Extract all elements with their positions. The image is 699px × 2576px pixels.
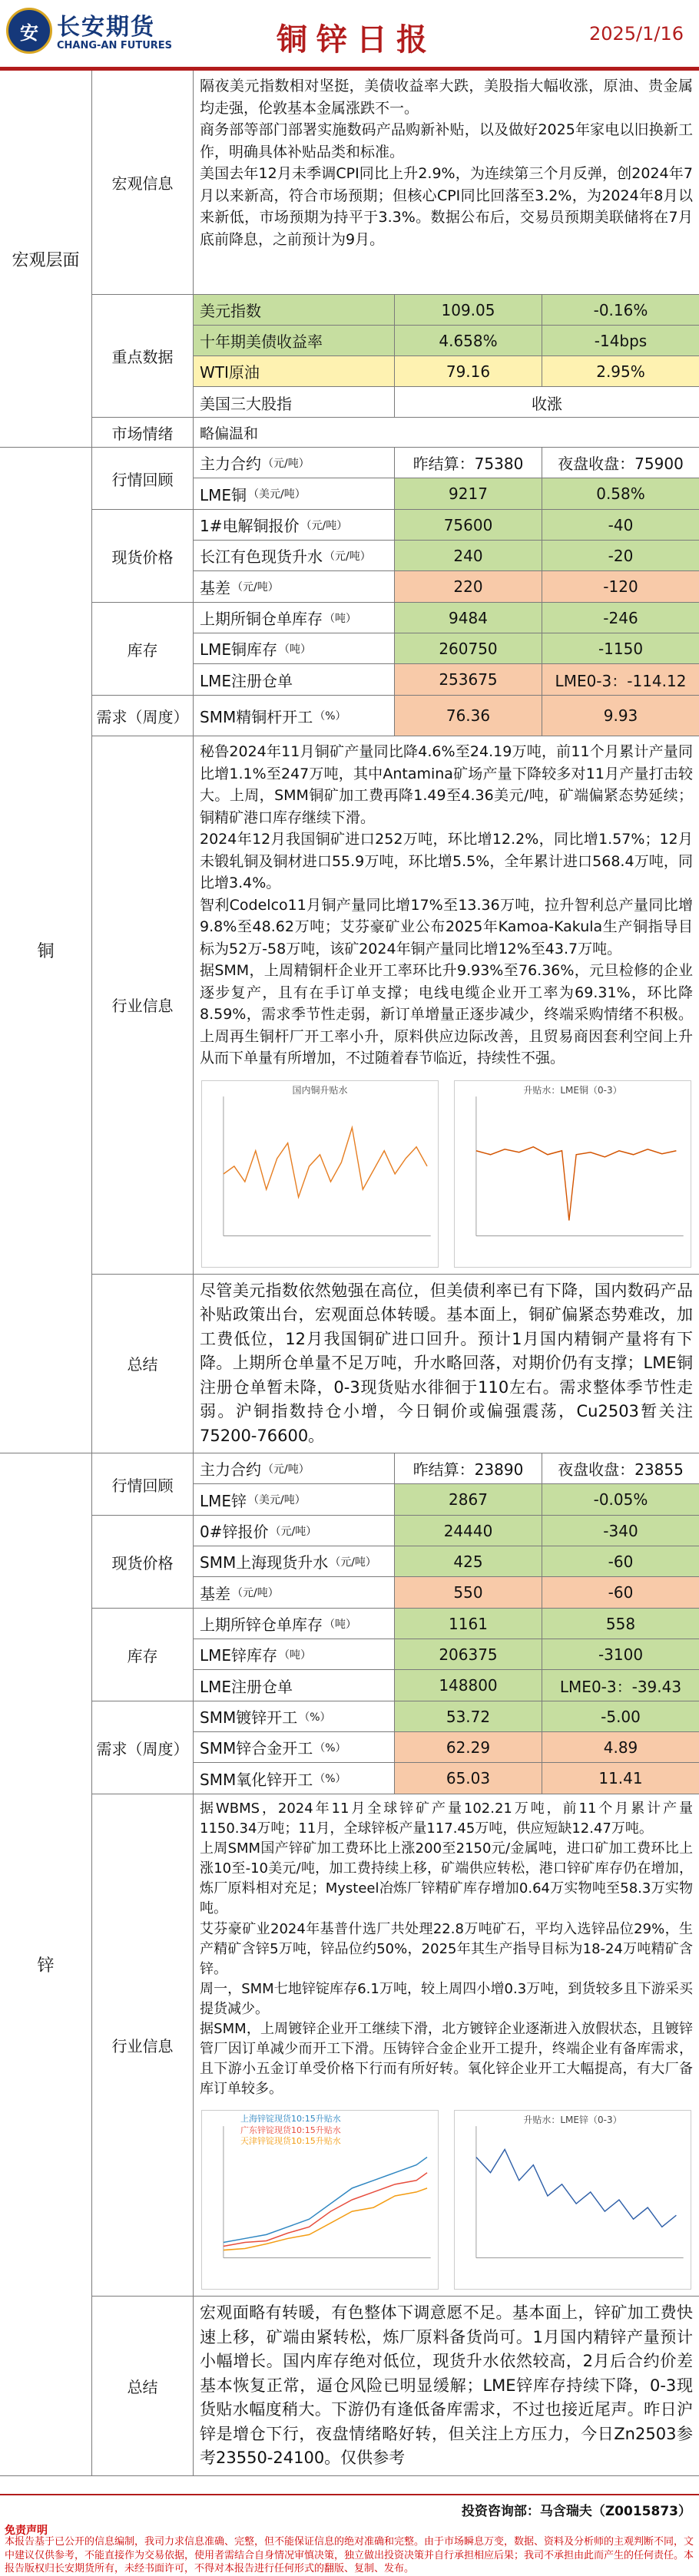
inventory-name: LME铜库存 <box>200 640 278 659</box>
industry-para: 艾芬豪矿业2024年基普什选厂共处理22.8万吨矿石，平均入选锌品位29%，生产精矿含锌5万吨，锌品位约50%，2025年其生产指导目标为18-24万吨精矿含锌。 <box>200 1920 693 1977</box>
chart-title: 升贴水：LME铜（0-3） <box>523 1084 622 1096</box>
key-data-change: 2.95% <box>542 356 699 386</box>
zinc-section-label: 锌 <box>0 1453 92 2475</box>
contact-info: 投资咨询部：马含瑞夫（Z0015873） <box>461 2504 691 2519</box>
industry-para: 据WBMS，2024年11月全球锌矿产量102.21万吨，前11个月累计产量1150.34万吨；11月，全球锌板产量117.45万吨，供应短缺12.47万吨。 <box>200 1801 693 1837</box>
unit: （吨） <box>279 643 312 656</box>
spot-value: 425 <box>395 1546 542 1576</box>
key-data-name: WTI原油 <box>194 356 395 386</box>
zinc-charts <box>194 2104 699 2296</box>
unit: （元/吨） <box>263 457 310 470</box>
company-logo <box>6 8 52 54</box>
inventory-change: -1150 <box>542 633 699 663</box>
spot-change: -340 <box>542 1516 699 1546</box>
chart-title: 国内铜升贴水 <box>292 1084 348 1096</box>
chart-title: 升贴水：LME锌（0-3） <box>523 2115 622 2126</box>
key-data-change: -14bps <box>542 326 699 355</box>
lme-value: 9217 <box>395 478 542 509</box>
spot-row <box>194 1577 699 1608</box>
chart-plot <box>455 2111 691 2289</box>
inventory-change: -3100 <box>542 1639 699 1669</box>
logo-text: 安 <box>20 21 38 44</box>
report-body <box>0 69 699 2476</box>
spot-row <box>194 571 699 602</box>
unit: （元/吨） <box>232 1587 279 1599</box>
demand-name: SMM镀锌开工 <box>200 1708 298 1727</box>
inventory-change: 558 <box>542 1609 699 1639</box>
demand-change: 11.41 <box>542 1763 699 1794</box>
unit: （吨） <box>279 1648 312 1662</box>
report-header <box>0 0 699 69</box>
demand-change: -5.00 <box>542 1701 699 1731</box>
unit: （%） <box>314 1773 346 1785</box>
copper-industry-label: 行业信息 <box>92 736 194 1274</box>
lme-name: LME锌 <box>200 1491 247 1510</box>
sentiment-label: 市场情绪 <box>92 418 194 447</box>
unit: （%） <box>314 710 346 723</box>
unit: （元/吨） <box>330 1556 376 1569</box>
spot-value: 24440 <box>395 1516 542 1546</box>
industry-para: 2024年12月我国铜矿进口252万吨，环比增12.2%，同比增1.57%；12月未锻轧铜及铜材进口55.9万吨，环比增5.5%，全年累计进口568.4万吨，同比增3.4%。 <box>200 831 693 891</box>
key-data-value: 79.16 <box>395 356 542 386</box>
demand-name: SMM锌合金开工 <box>200 1739 313 1758</box>
copper-lme-row <box>194 478 699 509</box>
spot-name: 1#电解铜报价 <box>200 517 300 535</box>
spot-name: 基差 <box>200 1584 230 1603</box>
copper-market-label: 行情回顾 <box>92 448 194 509</box>
spot-row <box>194 1516 699 1546</box>
inventory-row <box>194 603 699 633</box>
zinc-domestic-premium-chart <box>201 2110 439 2290</box>
unit: （元/吨） <box>232 581 279 594</box>
copper-night-close: 夜盘收盘：75900 <box>558 455 684 473</box>
report-footer <box>0 2494 699 2575</box>
unit: （吨） <box>324 1618 356 1631</box>
unit: （元/吨） <box>263 1463 310 1476</box>
key-data-value: 4.658% <box>395 326 542 355</box>
spot-value: 75600 <box>395 510 542 540</box>
copper-lme-spread-chart <box>454 1080 691 1268</box>
demand-value: 53.72 <box>395 1701 542 1731</box>
demand-value: 65.03 <box>395 1763 542 1794</box>
lme-change: -0.05% <box>542 1484 699 1515</box>
copper-section <box>0 448 699 1453</box>
spot-value: 220 <box>395 571 542 602</box>
spot-row <box>194 510 699 541</box>
inventory-row <box>194 1670 699 1701</box>
lme-value: 2867 <box>395 1484 542 1515</box>
macro-para: 隔夜美元指数相对坚挺，美债收益率大跌，美股指大幅收涨，原油、贵金属均走强，伦敦基本金属涨跌不一。 <box>200 78 693 117</box>
spot-name: SMM上海现货升水 <box>200 1553 329 1572</box>
inventory-value: 253675 <box>395 664 542 695</box>
key-data-name: 美元指数 <box>194 295 395 325</box>
copper-inventory-label: 库存 <box>92 603 194 695</box>
chart-plot <box>455 1081 691 1267</box>
industry-para: 智利Codelco11月铜产量同比增17%至13.36万吨，拉升智利总产量同比增9.8%至48.62万吨；艾芬豪矿业公布2025年Kamoa-Kakula生产铜指导目标为52万-58万吨，该矿2024年铜产量同比增12%至43.7万吨。 <box>200 896 693 957</box>
industry-para: 上周SMM国产锌矿加工费环比上涨200至2150元/金属吨，进口矿加工费环比上涨10至-10美元/吨，加工费持续上移，矿端供应转松，港口锌矿库存仍在增加，炼厂原料相对充足；Mysteel冶炼厂锌精矿库存增加0.64万实物吨至58.3万实物吨。 <box>200 1840 693 1917</box>
report-date: 2025/1/16 <box>588 23 684 45</box>
demand-value: 62.29 <box>395 1732 542 1762</box>
unit: （元/吨） <box>300 519 348 532</box>
spot-row <box>194 541 699 571</box>
disclaimer-title: 免责声明 <box>5 2525 48 2537</box>
industry-para: 据SMM，上周精铜杆企业开工率环比升9.93%至76.36%，元旦检修的企业逐步复产，且有在手订单支撑；电线电缆企业开工率为69.31%，环比降8.59%，需求季节性走弱，新订单增量正逐步减少，终端采购情绪不积极。上周再生铜杆厂开工率小升，原料供应边际改善，且贸易商因套利空间上升从而下单量有所增加，不过随着春节临近，持续性不强。 <box>200 962 693 1066</box>
demand-change: 4.89 <box>542 1732 699 1762</box>
macro-info-label: 宏观信息 <box>92 71 194 294</box>
zinc-market-label: 行情回顾 <box>92 1453 194 1515</box>
demand-value: 76.36 <box>395 696 542 736</box>
inventory-value: 1161 <box>395 1609 542 1639</box>
company-name-en: CHANG-AN FUTURES <box>57 40 173 51</box>
spot-name: 基差 <box>200 578 230 597</box>
demand-row <box>194 1732 699 1763</box>
inventory-name: 上期所锌仓单库存 <box>200 1615 323 1634</box>
key-data-row <box>194 326 699 356</box>
company-name: 长安期货 <box>57 14 155 41</box>
unit: （美元/吨） <box>248 1494 306 1506</box>
copper-main-row <box>194 448 699 478</box>
legend-item: 上海锌锭现货10:15升贴水 <box>240 2114 341 2125</box>
inventory-name: LME注册仓单 <box>200 1677 293 1696</box>
demand-row <box>194 1763 699 1794</box>
demand-change: 9.93 <box>542 696 699 736</box>
inventory-value: 260750 <box>395 633 542 663</box>
report-title: 铜锌日报 <box>277 22 436 58</box>
chart-plot <box>202 1081 438 1267</box>
copper-summary-label: 总结 <box>92 1275 194 1453</box>
demand-row <box>194 1701 699 1732</box>
inventory-change: -246 <box>542 603 699 633</box>
main-contract-name: 主力合约 <box>200 455 261 473</box>
copper-demand-label: 需求（周度） <box>92 696 194 736</box>
inventory-value: 148800 <box>395 1670 542 1701</box>
inventory-value: 206375 <box>395 1639 542 1669</box>
zinc-spot-label: 现货价格 <box>92 1516 194 1608</box>
unit: （吨） <box>324 612 356 625</box>
zinc-summary-label: 总结 <box>92 2297 194 2475</box>
inventory-name: LME锌库存 <box>200 1646 278 1665</box>
key-data-name: 美国三大股指 <box>194 387 395 418</box>
inventory-value: 9484 <box>395 603 542 633</box>
copper-charts <box>194 1074 699 1274</box>
lme-change: 0.58% <box>542 478 699 509</box>
demand-row <box>194 696 699 736</box>
chart-legend <box>240 2114 341 2147</box>
inventory-row <box>194 1639 699 1670</box>
zinc-lme-spread-chart <box>454 2110 691 2290</box>
demand-name: SMM氧化锌开工 <box>200 1770 313 1789</box>
macro-section <box>0 71 699 448</box>
copper-industry-text <box>194 736 699 1074</box>
unit: （美元/吨） <box>248 488 306 501</box>
macro-para: 美国去年12月未季调CPI同比上升2.9%，为连续第三个月反弹，创2024年7月以来新高，符合市场预期；但核心CPI同比回落至3.2%，为2024年8月以来新低，市场预期为持平于3.3%。数据公布后，交易员预期美联储将在7月底前降息，之前预计为9月。 <box>200 165 693 248</box>
copper-summary-text: 尽管美元指数依然勉强在高位，但美债利率已有下降，国内数码产品补贴政策出台，宏观面总体转暖。基本面上，铜矿偏紧态势难改，加工费低位，12月我国铜矿进口回升。预计1月国内精铜产量将有下降。上期所仓单量不足万吨，升水略回落，对期价仍有支撑；LME铜注册仓单暂未降，0-3现货贴水徘徊于110左右。需求整体季节性走弱。沪铜指数持仓小增，今日铜价或偏强震荡，Cu2503暂关注75200-76600。 <box>200 1281 693 1445</box>
lme-name: LME铜 <box>200 485 247 504</box>
spot-change: -60 <box>542 1546 699 1576</box>
unit: （元/吨） <box>270 1525 317 1538</box>
key-data-label: 重点数据 <box>92 295 194 417</box>
zinc-demand-label: 需求（周度） <box>92 1701 194 1794</box>
key-data-row <box>194 387 699 418</box>
inventory-row <box>194 633 699 664</box>
key-data-row <box>194 295 699 326</box>
spot-row <box>194 1546 699 1577</box>
macro-para: 商务部等部门部署实施数码产品购新补贴，以及做好2025年家电以旧换新工作，明确具体补贴品类和标准。 <box>200 121 693 160</box>
inventory-name: 上期所铜仓单库存 <box>200 610 323 628</box>
key-data-row <box>194 356 699 387</box>
zinc-night-close: 夜盘收盘：23855 <box>558 1460 684 1479</box>
macro-info-text <box>194 71 699 294</box>
industry-para: 秘鲁2024年11月铜矿产量同比降4.6%至24.19万吨，前11个月累计产量同比增1.1%至247万吨，其中Antamina矿场产量下降较多对11月产量打击较大。上周，SMM铜矿加工费再降1.49至4.36美元/吨，矿端偏紧态势延续；铜精矿港口库存继续下滑。 <box>200 743 693 826</box>
spot-change: -40 <box>542 510 699 540</box>
copper-domestic-premium-chart <box>201 1080 439 1268</box>
copper-spot-label: 现货价格 <box>92 510 194 602</box>
main-contract-name: 主力合约 <box>200 1460 261 1479</box>
zinc-prev-settle: 昨结算：23890 <box>395 1453 542 1483</box>
copper-section-label: 铜 <box>0 448 92 1453</box>
macro-section-label: 宏观层面 <box>0 71 92 447</box>
industry-para: 据SMM，上周镀锌企业开工继续下滑，北方镀锌企业逐渐进入放假状态，且镀锌管厂因订单减少而开工下滑。压铸锌合金企业开工提升，终端企业有备库需求，且下游小五金订单受价格下行而有所好转。氧化锌企业开工大幅提高，有大厂备库订单较多。 <box>200 2021 693 2098</box>
zinc-lme-row <box>194 1484 699 1515</box>
unit: （%） <box>314 1741 346 1754</box>
zinc-industry-text <box>194 1794 699 2104</box>
spot-name: 0#锌报价 <box>200 1523 269 1541</box>
zinc-section <box>0 1453 699 2476</box>
spot-change: -20 <box>542 541 699 570</box>
inventory-change: LME0-3：-39.43 <box>542 1670 699 1701</box>
spot-value: 550 <box>395 1577 542 1608</box>
unit: （元/吨） <box>324 550 371 563</box>
spot-name: 长江有色现货升水 <box>200 547 323 566</box>
inventory-row <box>194 1609 699 1639</box>
key-data-value: 收涨 <box>532 394 562 413</box>
inventory-name: LME注册仓单 <box>200 671 293 690</box>
zinc-main-row <box>194 1453 699 1484</box>
inventory-row <box>194 664 699 695</box>
key-data-value: 109.05 <box>395 295 542 325</box>
legend-item: 广东锌锭现货10:15升贴水 <box>240 2125 341 2135</box>
legend-item: 天津锌锭现货10:15升贴水 <box>240 2136 341 2146</box>
inventory-change: LME0-3：-114.12 <box>542 664 699 695</box>
key-data-name: 十年期美债收益率 <box>194 326 395 355</box>
zinc-industry-label: 行业信息 <box>92 1794 194 2296</box>
zinc-inventory-label: 库存 <box>92 1609 194 1701</box>
spot-change: -60 <box>542 1577 699 1608</box>
key-data-change: -0.16% <box>542 295 699 325</box>
unit: （%） <box>299 1711 331 1724</box>
spot-value: 240 <box>395 541 542 570</box>
zinc-summary-text: 宏观面略有转暖，有色整体下调意愿不足。基本面上，锌矿加工费快速上移，矿端由紧转松，炼厂原料备货尚可。1月国内精锌产量预计小幅增长。国内库存绝对低位，现货升水依然较高，2月后合约价差基本恢复正常，逼仓风险已明显缓解；LME锌库存持续下降，0-3现货贴水幅度稍大。下游仍有逢低备库需求，不过也接近尾声。昨日沪锌是增仓下行，夜盘情绪略好转，但关注上方压力，今日Zn2503参考23550-24100。仅供参考 <box>200 2303 693 2468</box>
demand-name: SMM精铜杆开工 <box>200 707 313 726</box>
spot-change: -120 <box>542 571 699 602</box>
copper-prev-settle: 昨结算：75380 <box>395 448 542 478</box>
sentiment-value: 略偏温和 <box>200 425 259 442</box>
industry-para: 周一，SMM七地锌锭库存6.1万吨，较上周四小增0.3万吨，到货较多且下游采买提货减少。 <box>200 1980 693 2017</box>
disclaimer-text: 本报告基于已公开的信息编制，我司力求信息准确、完整，但不能保证信息的绝对准确和完整。由于市场瞬息万变，数据、资料及分析师的主观判断不同，文中建议仅供参考，不能直接作为交易依据，使用者需结合自身情况审慎决策，独立做出投资决策并自行承担相应后果；我司不承担由此而产生的任何责任。本报告版权归长安期货所有，未经书面许可，不得对本报告进行任何形式的翻版、复制、发布。 <box>5 2536 694 2575</box>
